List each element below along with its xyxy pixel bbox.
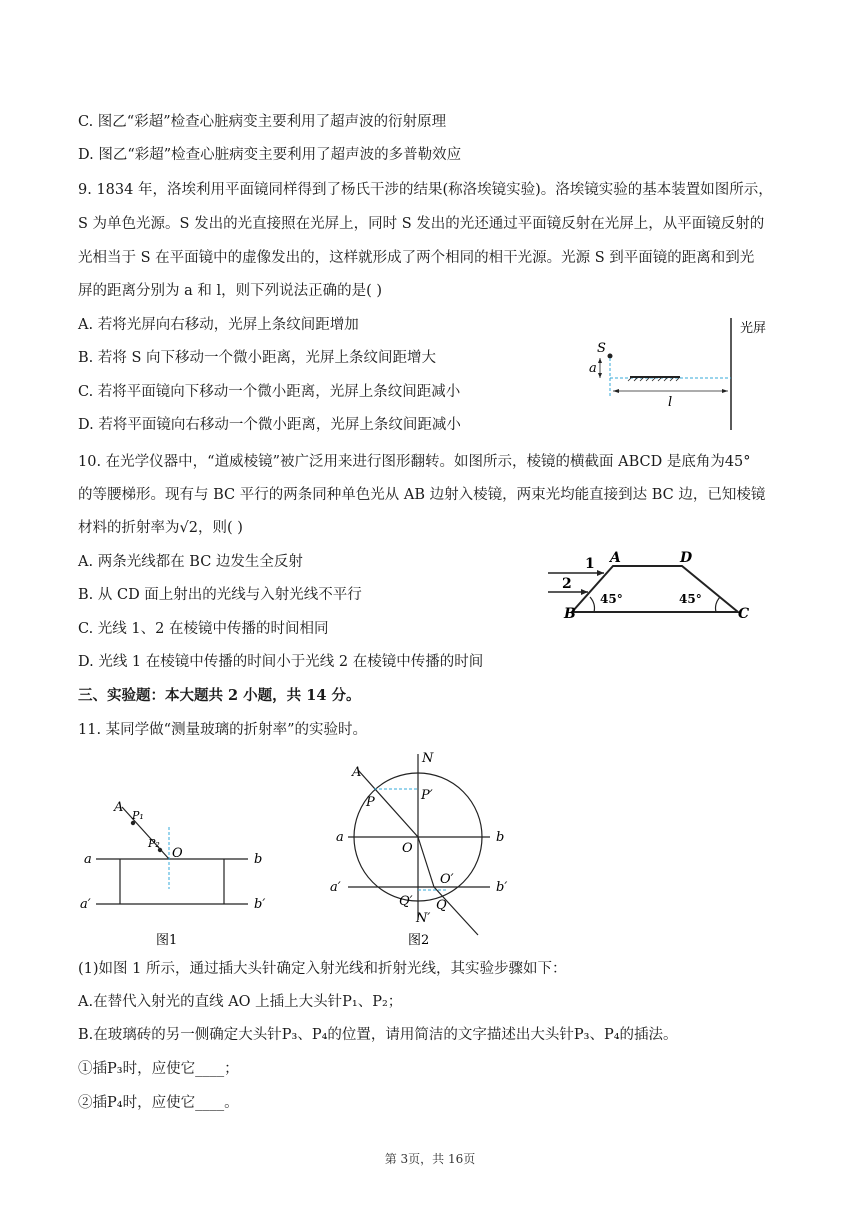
pin-p1-label: P₁ (132, 809, 144, 822)
point-p-prime-label: P′ (421, 788, 433, 803)
normal-n-label: N (422, 751, 434, 766)
dove-prism-figure (540, 546, 770, 621)
figure-2-caption: 图2 (408, 933, 430, 948)
question-10-line-1: 10. 在光学仪器中，“道威棱镜”被广泛用来进行图形翻转。如图所示，棱镜的横截面 ABCD 是底角为45° (78, 454, 751, 470)
point-a-label: A (114, 800, 124, 815)
fig2-edge-a-prime-label: a′ (330, 880, 341, 895)
distance-a-label: a (589, 361, 597, 376)
pin-p2-label: P₂ (148, 837, 160, 850)
fig2-point-a-label: A (352, 765, 362, 780)
option-10c: C. 光线 1、2 在棱镜中传播的时间相同 (78, 621, 329, 637)
vertex-b-label: B (564, 606, 576, 621)
vertex-a-label: A (610, 550, 621, 566)
option-9c: C. 若将平面镜向下移动一个微小距离，光屏上条纹间距减小 (78, 384, 461, 400)
option-9d: D. 若将平面镜向右移动一个微小距离，光屏上条纹间距减小 (78, 417, 461, 433)
ray-1-label: 1 (585, 556, 595, 572)
source-label-s: S (597, 341, 606, 356)
step-a: A.在替代入射光的直线 AO 上插上大头针P₁、P₂； (78, 994, 403, 1010)
figure-1-glass-brick (76, 797, 276, 952)
point-o-prime-label: O′ (440, 872, 454, 887)
option-10d: D. 光线 1 在棱镜中传播的时间小于光线 2 在棱镜中传播的时间 (78, 654, 484, 670)
option-9a: A. 若将光屏向右移动，光屏上条纹间距增加 (78, 317, 359, 333)
page-footer: 第 3页，共 16页 (384, 1152, 476, 1166)
question-10-line-2: 的等腰梯形。现有与 BC 平行的两条同种单色光从 AB 边射入棱镜，两束光均能直接到达 BC 边，已知棱镜 (78, 487, 766, 503)
point-q-label: Q (436, 898, 447, 913)
section-heading-experiment: 三、实验题：本大题共 2 小题，共 14 分。 (78, 687, 361, 704)
edge-b-label: b (254, 852, 263, 867)
question-10-line-3: 材料的折射率为√2，则( ) (78, 520, 243, 536)
edge-a-prime-label: a′ (80, 897, 91, 912)
point-o-label: O (172, 846, 183, 861)
option-8d: D. 图乙“彩超”检查心脏病变主要利用了超声波的多普勒效应 (78, 147, 462, 163)
blank-p4: ②插P₄时，应使它____。 (78, 1095, 239, 1111)
figure-2-circle-construction (322, 742, 532, 952)
step-b: B.在玻璃砖的另一侧确定大头针P₃、P₄的位置，请用简洁的文字描述出大头针P₃、P₄的插法。 (78, 1027, 678, 1043)
option-10b: B. 从 CD 面上射出的光线与入射光线不平行 (78, 587, 362, 603)
question-9-line-3: 光相当于 S 在平面镜中的虚像发出的，这样就形成了两个相同的相干光源。光源 S 到平面镜的距离和到光 (78, 250, 755, 266)
question-9-line-4: 屏的距离分别为 a 和 l，则下列说法正确的是( ) (78, 283, 383, 299)
vertex-d-label: D (680, 550, 693, 566)
screen-label: 光屏 (740, 321, 767, 336)
option-8c: C. 图乙“彩超”检查心脏病变主要利用了超声波的衍射原理 (78, 114, 447, 130)
question-11-part-1: (1)如图 1 所示，通过插大头针确定入射光线和折射光线，其实验步骤如下： (78, 961, 567, 977)
option-9b: B. 若将 S 向下移动一个微小距离，光屏上条纹间距增大 (78, 350, 437, 366)
fig2-edge-b-prime-label: b′ (496, 880, 508, 895)
fig2-edge-a-label: a (336, 830, 344, 845)
vertex-c-label: C (738, 606, 750, 621)
question-11-intro: 11. 某同学做“测量玻璃的折射率”的实验时。 (78, 722, 367, 738)
edge-a-label: a (84, 852, 92, 867)
option-10a: A. 两条光线都在 BC 边发生全反射 (78, 554, 303, 570)
question-9-line-2: S 为单色光源。S 发出的光直接照在光屏上，同时 S 发出的光还通过平面镜反射在光屏上，从平面镜反射的 (78, 216, 765, 232)
normal-n-prime-label: N′ (416, 911, 431, 926)
angle-b-label: 45° (600, 592, 623, 606)
distance-l-label: l (668, 395, 673, 410)
point-p-label: P (366, 795, 375, 810)
figure-1-caption: 图1 (156, 933, 178, 948)
point-q-prime-label: Q′ (399, 894, 413, 909)
lloyd-mirror-figure (580, 310, 780, 435)
question-9-line-1: 9. 1834 年，洛埃利用平面镜同样得到了杨氏干涉的结果(称洛埃镜实验)。洛埃镜实验的基本装置如图所示， (78, 182, 773, 198)
angle-c-label: 45° (679, 592, 702, 606)
ray-2-label: 2 (562, 576, 572, 592)
edge-b-prime-label: b′ (254, 897, 266, 912)
fig2-edge-b-label: b (496, 830, 505, 845)
fig2-point-o-label: O (402, 841, 413, 856)
blank-p3: ①插P₃时，应使它____； (78, 1061, 239, 1077)
